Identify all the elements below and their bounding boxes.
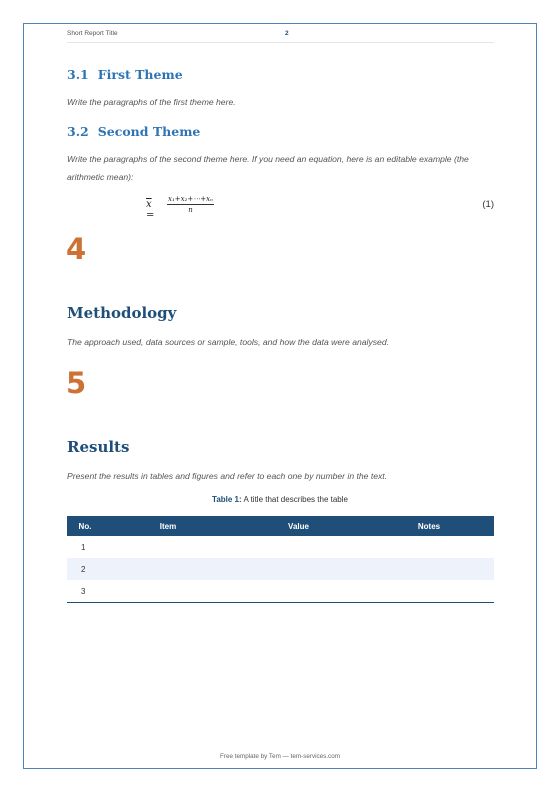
column-header-no: No.: [67, 516, 103, 536]
table-cell: [103, 580, 233, 603]
equation-block: [0, 195, 560, 220]
table-caption-text: A title that describes the table: [241, 495, 348, 504]
table-cell: [233, 558, 364, 580]
column-header-notes: Notes: [364, 516, 494, 536]
section-number: 3.1: [67, 67, 89, 82]
table-cell: [364, 558, 494, 580]
section-3-2-paragraph: Write the paragraphs of the second theme here. If you need an equation, here is an editable example (the arithmetic mean):: [67, 154, 469, 182]
table-cell: 1: [81, 542, 86, 552]
table-cell: [364, 536, 494, 558]
chapter-5-title: Results: [67, 438, 130, 456]
table-row: [67, 558, 494, 580]
chapter-4-title: Methodology: [67, 304, 177, 322]
equation-lhs: $\overline{x}$ =: [146, 199, 155, 221]
table-row: [67, 580, 494, 603]
table-cell: [233, 580, 364, 603]
table-cell: [103, 558, 233, 580]
column-header-item: Item: [103, 516, 233, 536]
section-3-1-heading: [67, 67, 183, 82]
section-title: Second Theme: [97, 124, 201, 139]
header-title: Short Report Title: [67, 30, 118, 37]
table-caption-label: Table 1:: [212, 495, 242, 504]
section-title: First Theme: [97, 67, 183, 82]
header-page-number: 2: [285, 30, 289, 37]
section-3-2-heading: [67, 124, 200, 139]
chapter-4-number: 4: [66, 232, 87, 266]
table-cell: [364, 580, 494, 603]
table-row: [67, 536, 494, 558]
table-cell: [233, 536, 364, 558]
chapter-5-paragraph: Present the results in tables and figures and refer to each one by number in the text.: [67, 471, 388, 481]
section-3-1-paragraph: Write the paragraphs of the first theme here.: [67, 97, 236, 107]
results-table: [67, 516, 494, 603]
table-cell: [103, 536, 233, 558]
table-cell: 2: [67, 558, 103, 580]
table-caption: [0, 495, 560, 504]
page-header: [67, 29, 494, 43]
table-header-row: [67, 516, 494, 536]
page-footer: Free template by Tem — tem-services.com: [220, 753, 340, 760]
chapter-5-number: 5: [66, 366, 87, 400]
section-number: 3.2: [67, 124, 89, 139]
equation-numerator: x₁+x₂+⋯+xₙ: [168, 195, 213, 203]
equation-label: (1): [482, 199, 494, 210]
table-cell: 3: [67, 580, 103, 603]
equation-denominator: n: [188, 206, 193, 214]
column-header-value: Value: [233, 516, 364, 536]
chapter-4-paragraph: The approach used, data sources or sample, tools, and how the data were analysed.: [67, 337, 389, 347]
equation-fraction: [167, 195, 214, 214]
